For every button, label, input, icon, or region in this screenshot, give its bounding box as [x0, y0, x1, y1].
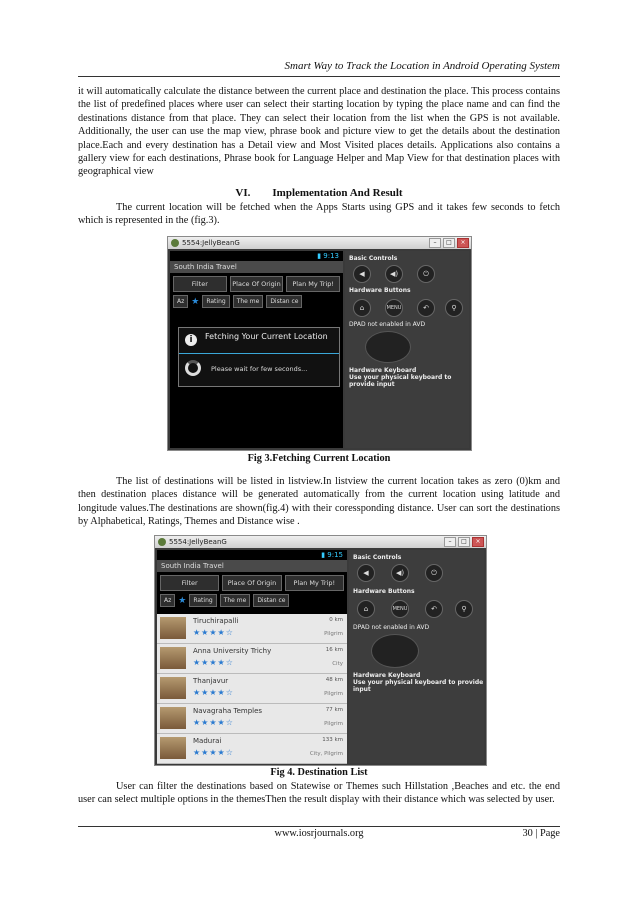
destination-name: Tiruchirapalli [193, 617, 239, 625]
destination-name: Anna University Trichy [193, 647, 272, 655]
status-bar [157, 550, 347, 560]
back-icon[interactable]: ↶ [425, 600, 443, 618]
destination-type: Pilgrim [324, 631, 343, 637]
keyboard-hint: Use your physical keyboard to provide input [349, 374, 452, 388]
figure-3-caption: Fig 3.Fetching Current Location [247, 453, 391, 464]
destination-name: Madurai [193, 737, 222, 745]
destination-type: Pilgrim [324, 721, 343, 727]
status-clock: 9:15 [327, 551, 343, 559]
signal-icon: ▮ [321, 551, 328, 559]
sort-bar [170, 295, 343, 308]
home-icon[interactable]: ⌂ [353, 299, 371, 317]
sort-rating-button[interactable]: Rating [202, 295, 229, 308]
emulator-controls-panel [345, 251, 469, 448]
window-title: 5554:JellyBeanG [182, 239, 240, 247]
back-icon[interactable]: ↶ [417, 299, 435, 317]
destination-thumbnail [160, 647, 186, 669]
dialog-message: Please wait for few seconds... [211, 365, 308, 373]
destination-thumbnail [160, 677, 186, 699]
destination-distance: 0 km [329, 617, 343, 623]
status-clock: 9:13 [323, 252, 339, 260]
menu-button[interactable]: MENU [391, 600, 409, 618]
emulator-window-fig3 [167, 236, 472, 451]
section-number: VI. [235, 187, 251, 199]
basic-controls-label: Basic Controls [353, 554, 402, 561]
volume-down-icon[interactable]: ◀ [357, 564, 375, 582]
progress-dialog [178, 327, 340, 387]
destination-thumbnail [160, 707, 186, 729]
destination-thumbnail [160, 737, 186, 759]
signal-icon: ▮ [317, 252, 324, 260]
destination-distance: 16 km [325, 647, 343, 653]
destination-distance: 133 km [322, 737, 343, 743]
list-item[interactable] [157, 644, 347, 674]
destination-list [157, 614, 347, 764]
app-title-bar: South India Travel [157, 560, 347, 572]
emulator-logo-icon [158, 538, 166, 546]
power-icon[interactable]: ⏻ [425, 564, 443, 582]
list-item[interactable] [157, 704, 347, 734]
list-item[interactable] [157, 674, 347, 704]
plan-my-trip-button[interactable]: Plan My Trip! [286, 276, 340, 292]
sort-bar [157, 594, 347, 607]
place-of-origin-button[interactable]: Place Of Origin [222, 575, 281, 591]
sort-distance-button[interactable]: Distan ce [253, 594, 289, 607]
sort-distance-button[interactable]: Distan ce [266, 295, 302, 308]
paragraph-2: The current location will be fetched when the Apps Starts using GPS and it takes few seconds to fetch which is represented in the (fig.3). [78, 202, 560, 227]
dpad-control[interactable] [371, 634, 419, 668]
footer-rule [78, 826, 560, 827]
place-of-origin-button[interactable]: Place Of Origin [230, 276, 284, 292]
dpad-status-label: DPAD not enabled in AVD [353, 624, 430, 631]
close-icon[interactable]: × [472, 537, 484, 547]
volume-up-icon[interactable]: ◀) [391, 564, 409, 582]
keyboard-hint: Use your physical keyboard to provide input [353, 679, 484, 693]
destination-type: City, Pilgrim [309, 751, 343, 757]
basic-controls-label: Basic Controls [349, 255, 398, 262]
maximize-icon[interactable]: □ [458, 537, 470, 547]
sort-theme-button[interactable]: The me [220, 594, 251, 607]
phone-screen [157, 550, 347, 763]
header-rule [78, 76, 560, 77]
sort-alpha-button[interactable]: Az [173, 295, 188, 308]
emulator-logo-icon [171, 239, 179, 247]
rating-stars: ★★★★☆ [193, 748, 234, 757]
destination-type: City [332, 661, 343, 667]
destination-name: Thanjavur [193, 677, 229, 685]
emulator-controls-panel [349, 550, 484, 763]
emulator-window-fig4 [154, 535, 487, 766]
journal-url: www.iosrjournals.org [274, 828, 364, 839]
section-title: Implementation And Result [272, 187, 403, 199]
info-icon: i [185, 334, 197, 346]
sort-rating-button[interactable]: Rating [189, 594, 216, 607]
menu-button[interactable]: MENU [385, 299, 403, 317]
figure-4-caption: Fig 4. Destination List [270, 767, 368, 778]
keyboard-label: Hardware Keyboard [349, 367, 417, 374]
destination-distance: 77 km [325, 707, 343, 713]
list-item[interactable] [157, 734, 347, 764]
phone-screen [170, 251, 343, 448]
minimize-icon[interactable]: – [444, 537, 456, 547]
status-bar [170, 251, 343, 261]
star-icon: ★ [178, 595, 187, 606]
power-icon[interactable]: ⏻ [417, 265, 435, 283]
dialog-title: Fetching Your Current Location [205, 332, 328, 341]
close-icon[interactable]: × [457, 238, 469, 248]
dpad-control[interactable] [365, 331, 411, 363]
running-header: Smart Way to Track the Location in Android Operating System [284, 60, 560, 72]
search-icon[interactable]: ⚲ [445, 299, 463, 317]
search-icon[interactable]: ⚲ [455, 600, 473, 618]
filter-button[interactable]: Filter [160, 575, 219, 591]
window-titlebar [155, 536, 486, 548]
hardware-buttons-label: Hardware Buttons [349, 287, 411, 294]
rating-stars: ★★★★☆ [193, 718, 234, 727]
rating-stars: ★★★★☆ [193, 688, 234, 697]
plan-my-trip-button[interactable]: Plan My Trip! [285, 575, 344, 591]
dpad-status-label: DPAD not enabled in AVD [349, 321, 426, 328]
keyboard-label: Hardware Keyboard [353, 672, 421, 679]
app-title-bar: South India Travel [170, 261, 343, 273]
destination-distance: 48 km [325, 677, 343, 683]
volume-down-icon[interactable]: ◀ [353, 265, 371, 283]
paragraph-1: it will automatically calculate the distance between the current place and destination the place. This process contains the list of predefined places where user can select their starting location by typing the place name and can find the destinations distance from that place. They can select their location from the list when the GPS is not available. Additionally, the user can use the map view, phrase book and picture view to get the details about the destination place.Each and every destination has a Detail view and Most Visited places details. Applications also contains a gallery view for each destinations, Phrase book for Language Helper and Map View for that destination places with geographical view [78, 86, 560, 178]
rating-stars: ★★★★☆ [193, 658, 234, 667]
rating-stars: ★★★★☆ [193, 628, 234, 637]
sort-theme-button[interactable]: The me [233, 295, 264, 308]
list-item[interactable] [157, 614, 347, 644]
spinner-icon [185, 360, 201, 376]
dialog-divider [179, 353, 339, 354]
destination-name: Navagraha Temples [193, 707, 263, 715]
action-buttons [170, 273, 343, 295]
section-heading [78, 187, 560, 199]
paragraph-4: User can filter the destinations based on Statewise or Themes such Hillstation ,Beaches and etc. the end user can select multiple options in the themesThen the result display with their distance which was selected by user. [78, 781, 560, 806]
window-titlebar [168, 237, 471, 249]
destination-type: Pilgrim [324, 691, 343, 697]
minimize-icon[interactable]: – [429, 238, 441, 248]
filter-button[interactable]: Filter [173, 276, 227, 292]
paragraph-3: The list of destinations will be listed in listview.In listview the current location takes as zero (0)km and then destination places distance will be generated automatically from the current location using latitude and longitude values.The destinations are shown(fig.4) with their coressponding distance. User can sort the destinations by Alphabetical, Ratings, Themes and Distance wise . [78, 476, 560, 528]
star-icon: ★ [191, 296, 200, 307]
action-buttons [157, 572, 347, 594]
volume-up-icon[interactable]: ◀) [385, 265, 403, 283]
destination-thumbnail [160, 617, 186, 639]
sort-alpha-button[interactable]: Az [160, 594, 175, 607]
home-icon[interactable]: ⌂ [357, 600, 375, 618]
window-title: 5554:JellyBeanG [169, 538, 227, 546]
maximize-icon[interactable]: □ [443, 238, 455, 248]
page-number: 30 | Page [522, 828, 560, 839]
hardware-buttons-label: Hardware Buttons [353, 588, 415, 595]
